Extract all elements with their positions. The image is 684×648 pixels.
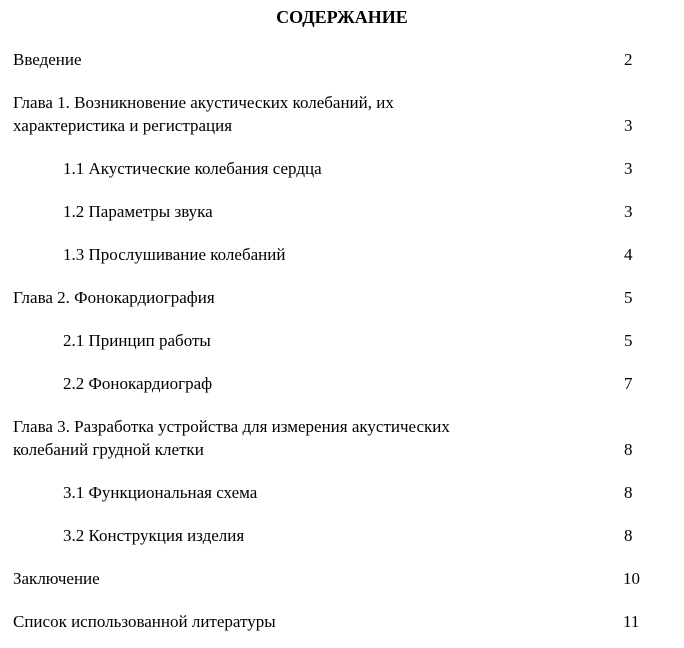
toc-entry-section-3-1 <box>0 481 684 505</box>
toc-entry-page: 5 <box>624 288 633 307</box>
toc-entry-text: Глава 2. Фонокардиография <box>13 288 215 307</box>
toc-entry-text-line1: Глава 3. Разработка устройства для измерения акустических <box>13 417 450 436</box>
toc-entry-text: Заключение <box>13 569 100 588</box>
toc-entry-page: 8 <box>624 526 633 545</box>
toc-entry-text: 3.1 Функциональная схема <box>63 483 258 502</box>
toc-entry-text: 2.1 Принцип работы <box>63 331 211 350</box>
toc-entry-text: 3.2 Конструкция изделия <box>63 526 245 545</box>
toc-entry-text: 1.2 Параметры звука <box>63 202 213 221</box>
toc-entry-page: 3 <box>624 202 633 221</box>
toc-entry-chapter-1 <box>0 91 684 139</box>
toc-entry-page: 4 <box>624 245 633 264</box>
toc-entry-section-2-2 <box>0 372 684 396</box>
toc-entry-page: 10 <box>623 569 640 588</box>
toc-entry-text: Введение <box>13 50 82 69</box>
toc-entry-introduction <box>0 48 684 72</box>
toc-entry-text: 2.2 Фонокардиограф <box>63 374 213 393</box>
toc-entry-page: 8 <box>624 440 633 459</box>
toc-entry-section-1-2 <box>0 200 684 224</box>
toc-entry-conclusion <box>0 567 684 591</box>
toc-entry-page: 2 <box>624 50 633 69</box>
toc-entry-chapter-2 <box>0 286 684 310</box>
toc-entry-text: 1.3 Прослушивание колебаний <box>63 245 286 264</box>
toc-entry-text-line2: характеристика и регистрация <box>13 116 233 135</box>
toc-entry-section-1-1 <box>0 157 684 181</box>
toc-entry-page: 11 <box>623 612 640 631</box>
toc-entry-section-1-3 <box>0 243 684 267</box>
toc-entry-page: 3 <box>624 159 633 178</box>
toc-entry-page: 8 <box>624 483 633 502</box>
toc-entry-page: 5 <box>624 331 633 350</box>
toc-entry-text: Список использованной литературы <box>13 612 276 631</box>
toc-entry-text-line1: Глава 1. Возникновение акустических колебаний, их <box>13 93 394 112</box>
toc-entry-references <box>0 610 684 634</box>
toc-entry-section-2-1 <box>0 329 684 353</box>
toc-entry-text: 1.1 Акустические колебания сердца <box>63 159 322 178</box>
page-title: СОДЕРЖАНИЕ <box>276 7 408 27</box>
toc-entry-chapter-3 <box>0 415 684 463</box>
toc-entry-section-3-2 <box>0 524 684 548</box>
toc-entry-text-line2: колебаний грудной клетки <box>13 440 204 459</box>
toc-entry-page: 3 <box>624 116 633 135</box>
toc-entry-page: 7 <box>624 374 633 393</box>
